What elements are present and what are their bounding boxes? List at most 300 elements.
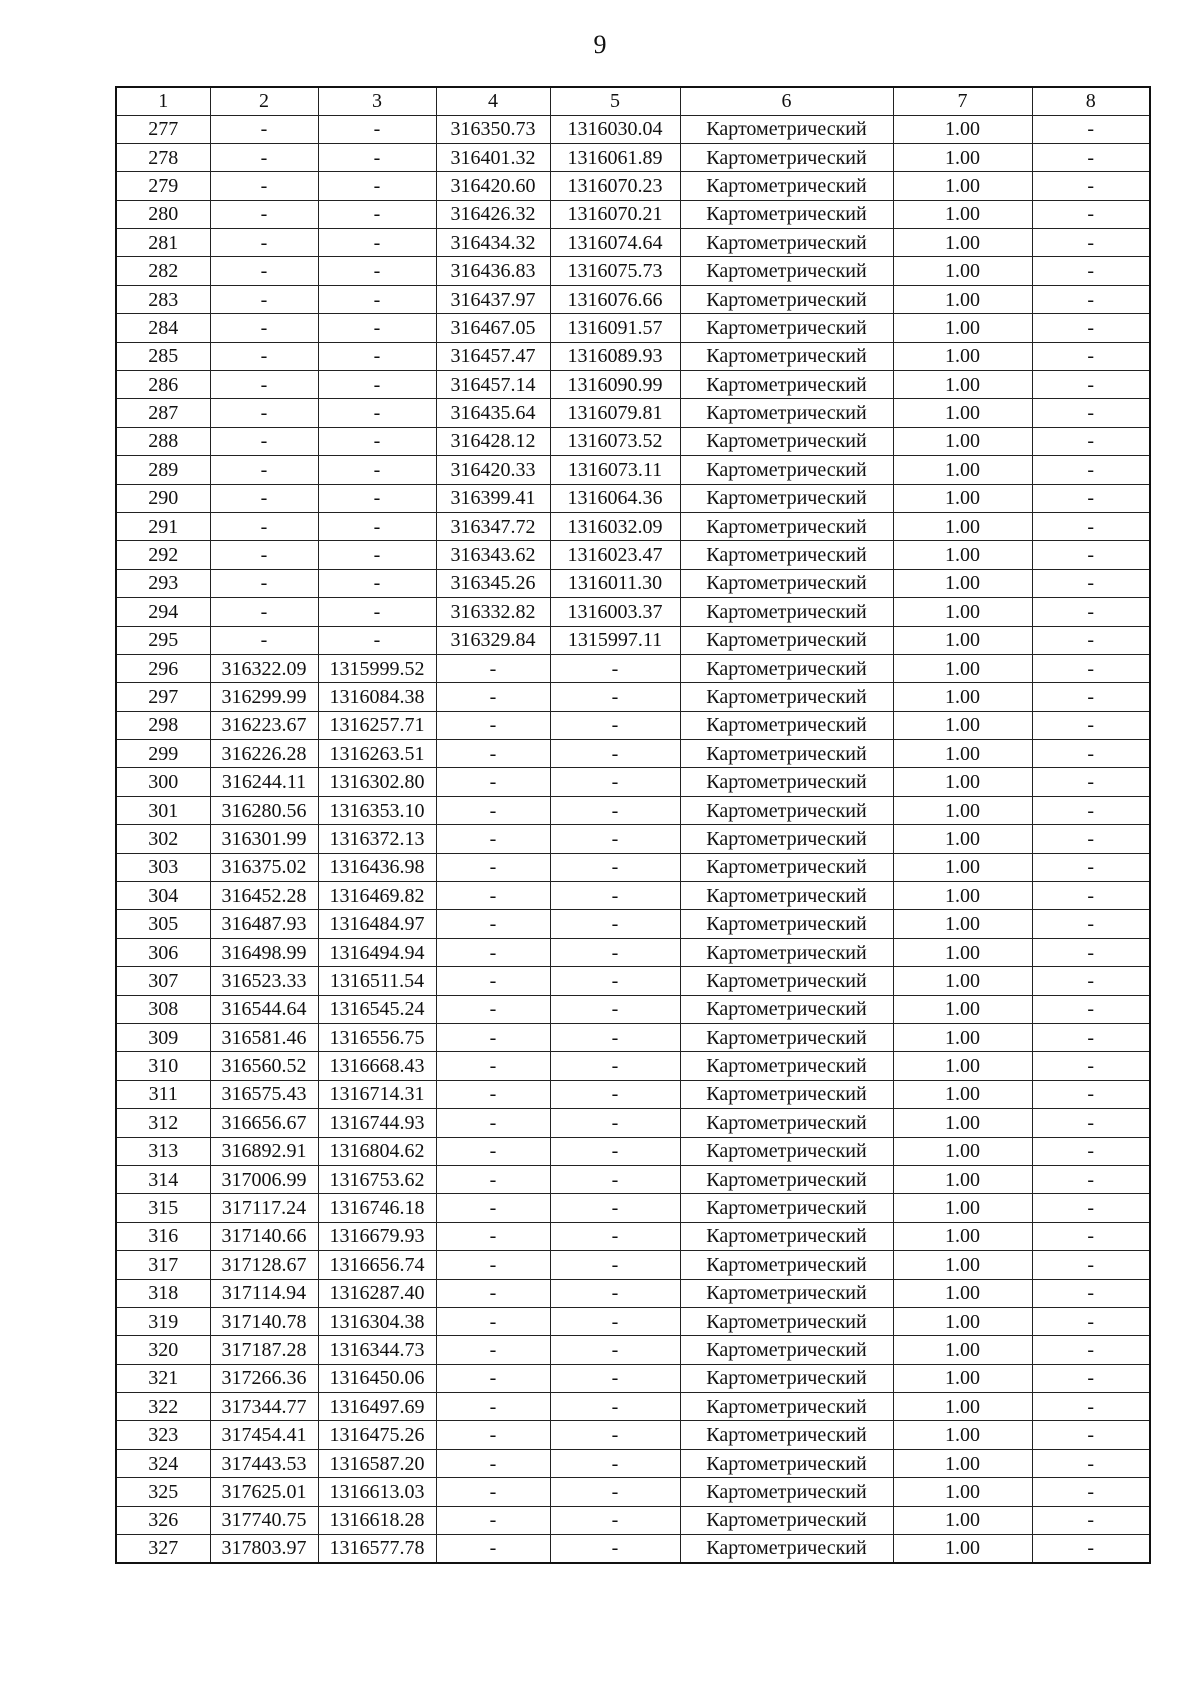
new-y-cell: 1316073.52 xyxy=(550,427,680,455)
description-cell: - xyxy=(1032,541,1150,569)
new-y-cell: 1316089.93 xyxy=(550,342,680,370)
accuracy-cell: 1.00 xyxy=(893,1165,1032,1193)
point-number-cell: 327 xyxy=(116,1535,210,1563)
description-cell: - xyxy=(1032,654,1150,682)
point-number-cell: 278 xyxy=(116,143,210,171)
table-row xyxy=(116,796,1150,824)
existing-y-cell: 1316618.28 xyxy=(318,1506,436,1534)
new-x-cell: - xyxy=(436,1165,550,1193)
description-cell: - xyxy=(1032,1165,1150,1193)
point-number-cell: 298 xyxy=(116,711,210,739)
new-x-cell: - xyxy=(436,825,550,853)
accuracy-cell: 1.00 xyxy=(893,143,1032,171)
description-cell: - xyxy=(1032,1364,1150,1392)
method-cell: Картометрический xyxy=(680,257,893,285)
description-cell: - xyxy=(1032,200,1150,228)
existing-y-cell: - xyxy=(318,626,436,654)
new-y-cell: 1315997.11 xyxy=(550,626,680,654)
accuracy-cell: 1.00 xyxy=(893,1307,1032,1335)
new-x-cell: - xyxy=(436,683,550,711)
table-row xyxy=(116,1222,1150,1250)
description-cell: - xyxy=(1032,598,1150,626)
column-header-1: 1 xyxy=(116,87,210,115)
point-number-cell: 323 xyxy=(116,1421,210,1449)
accuracy-cell: 1.00 xyxy=(893,229,1032,257)
point-number-cell: 314 xyxy=(116,1165,210,1193)
point-number-cell: 300 xyxy=(116,768,210,796)
existing-y-cell: - xyxy=(318,569,436,597)
new-x-cell: 316332.82 xyxy=(436,598,550,626)
new-y-cell: 1316074.64 xyxy=(550,229,680,257)
point-number-cell: 277 xyxy=(116,115,210,143)
point-number-cell: 315 xyxy=(116,1194,210,1222)
accuracy-cell: 1.00 xyxy=(893,1364,1032,1392)
new-x-cell: - xyxy=(436,1307,550,1335)
existing-y-cell: - xyxy=(318,598,436,626)
method-cell: Картометрический xyxy=(680,938,893,966)
accuracy-cell: 1.00 xyxy=(893,342,1032,370)
table-row xyxy=(116,172,1150,200)
point-number-cell: 301 xyxy=(116,796,210,824)
existing-y-cell: 1315999.52 xyxy=(318,654,436,682)
existing-x-cell: - xyxy=(210,427,318,455)
existing-x-cell: - xyxy=(210,456,318,484)
page-number: 9 xyxy=(593,30,607,59)
accuracy-cell: 1.00 xyxy=(893,967,1032,995)
new-y-cell: - xyxy=(550,1222,680,1250)
existing-x-cell: 317454.41 xyxy=(210,1421,318,1449)
existing-x-cell: 317625.01 xyxy=(210,1478,318,1506)
point-number-cell: 282 xyxy=(116,257,210,285)
method-cell: Картометрический xyxy=(680,1024,893,1052)
method-cell: Картометрический xyxy=(680,484,893,512)
description-cell: - xyxy=(1032,371,1150,399)
table-row xyxy=(116,1506,1150,1534)
description-cell: - xyxy=(1032,257,1150,285)
description-cell: - xyxy=(1032,1251,1150,1279)
existing-y-cell: 1316494.94 xyxy=(318,938,436,966)
existing-x-cell: 316523.33 xyxy=(210,967,318,995)
new-x-cell: - xyxy=(436,1535,550,1563)
column-header-3: 3 xyxy=(318,87,436,115)
new-y-cell: - xyxy=(550,1336,680,1364)
existing-x-cell: - xyxy=(210,484,318,512)
description-cell: - xyxy=(1032,1336,1150,1364)
existing-y-cell: 1316804.62 xyxy=(318,1137,436,1165)
new-x-cell: - xyxy=(436,995,550,1023)
existing-y-cell: 1316263.51 xyxy=(318,740,436,768)
existing-y-cell: - xyxy=(318,342,436,370)
existing-y-cell: 1316613.03 xyxy=(318,1478,436,1506)
existing-x-cell: 316487.93 xyxy=(210,910,318,938)
table-row xyxy=(116,541,1150,569)
point-number-cell: 304 xyxy=(116,882,210,910)
table-row xyxy=(116,1336,1150,1364)
coordinates-table xyxy=(115,86,1151,1564)
accuracy-cell: 1.00 xyxy=(893,1080,1032,1108)
description-cell: - xyxy=(1032,399,1150,427)
new-x-cell: - xyxy=(436,882,550,910)
existing-y-cell: - xyxy=(318,143,436,171)
accuracy-cell: 1.00 xyxy=(893,285,1032,313)
accuracy-cell: 1.00 xyxy=(893,1194,1032,1222)
existing-x-cell: 316544.64 xyxy=(210,995,318,1023)
description-cell: - xyxy=(1032,1535,1150,1563)
accuracy-cell: 1.00 xyxy=(893,427,1032,455)
column-header-5: 5 xyxy=(550,87,680,115)
description-cell: - xyxy=(1032,1393,1150,1421)
table-row xyxy=(116,143,1150,171)
existing-y-cell: 1316450.06 xyxy=(318,1364,436,1392)
point-number-cell: 303 xyxy=(116,853,210,881)
new-y-cell: 1316070.21 xyxy=(550,200,680,228)
table-row xyxy=(116,399,1150,427)
accuracy-cell: 1.00 xyxy=(893,569,1032,597)
point-number-cell: 286 xyxy=(116,371,210,399)
accuracy-cell: 1.00 xyxy=(893,910,1032,938)
table-row xyxy=(116,1024,1150,1052)
description-cell: - xyxy=(1032,1449,1150,1477)
existing-y-cell: 1316436.98 xyxy=(318,853,436,881)
method-cell: Картометрический xyxy=(680,598,893,626)
new-y-cell: - xyxy=(550,768,680,796)
method-cell: Картометрический xyxy=(680,910,893,938)
table-row xyxy=(116,456,1150,484)
description-cell: - xyxy=(1032,1421,1150,1449)
accuracy-cell: 1.00 xyxy=(893,399,1032,427)
description-cell: - xyxy=(1032,456,1150,484)
existing-x-cell: - xyxy=(210,399,318,427)
new-x-cell: - xyxy=(436,768,550,796)
point-number-cell: 317 xyxy=(116,1251,210,1279)
new-x-cell: - xyxy=(436,910,550,938)
new-y-cell: - xyxy=(550,740,680,768)
existing-x-cell: 317344.77 xyxy=(210,1393,318,1421)
accuracy-cell: 1.00 xyxy=(893,825,1032,853)
point-number-cell: 294 xyxy=(116,598,210,626)
new-y-cell: 1316070.23 xyxy=(550,172,680,200)
new-x-cell: - xyxy=(436,1080,550,1108)
point-number-cell: 316 xyxy=(116,1222,210,1250)
new-y-cell: 1316032.09 xyxy=(550,512,680,540)
table-row xyxy=(116,1364,1150,1392)
existing-x-cell: 316375.02 xyxy=(210,853,318,881)
table-row xyxy=(116,1449,1150,1477)
new-y-cell: - xyxy=(550,1506,680,1534)
table-row xyxy=(116,1052,1150,1080)
table-row xyxy=(116,995,1150,1023)
new-y-cell: - xyxy=(550,1251,680,1279)
existing-y-cell: 1316679.93 xyxy=(318,1222,436,1250)
description-cell: - xyxy=(1032,1137,1150,1165)
method-cell: Картометрический xyxy=(680,626,893,654)
description-cell: - xyxy=(1032,314,1150,342)
new-y-cell: - xyxy=(550,1052,680,1080)
new-x-cell: - xyxy=(436,1364,550,1392)
table-row xyxy=(116,1535,1150,1563)
table-row xyxy=(116,910,1150,938)
new-x-cell: 316347.72 xyxy=(436,512,550,540)
point-number-cell: 311 xyxy=(116,1080,210,1108)
description-cell: - xyxy=(1032,115,1150,143)
table-row xyxy=(116,626,1150,654)
accuracy-cell: 1.00 xyxy=(893,541,1032,569)
existing-y-cell: - xyxy=(318,427,436,455)
description-cell: - xyxy=(1032,938,1150,966)
new-y-cell: - xyxy=(550,1535,680,1563)
new-x-cell: - xyxy=(436,1478,550,1506)
method-cell: Картометрический xyxy=(680,1222,893,1250)
table-row xyxy=(116,1421,1150,1449)
accuracy-cell: 1.00 xyxy=(893,257,1032,285)
table-row xyxy=(116,711,1150,739)
new-x-cell: - xyxy=(436,1109,550,1137)
method-cell: Картометрический xyxy=(680,200,893,228)
existing-y-cell: 1316714.31 xyxy=(318,1080,436,1108)
method-cell: Картометрический xyxy=(680,654,893,682)
new-y-cell: - xyxy=(550,1393,680,1421)
point-number-cell: 292 xyxy=(116,541,210,569)
existing-x-cell: 317140.66 xyxy=(210,1222,318,1250)
table-row xyxy=(116,229,1150,257)
existing-x-cell: - xyxy=(210,342,318,370)
table-body xyxy=(116,115,1150,1563)
new-y-cell: 1316075.73 xyxy=(550,257,680,285)
existing-y-cell: - xyxy=(318,257,436,285)
existing-y-cell: - xyxy=(318,314,436,342)
existing-y-cell: 1316304.38 xyxy=(318,1307,436,1335)
point-number-cell: 324 xyxy=(116,1449,210,1477)
point-number-cell: 299 xyxy=(116,740,210,768)
point-number-cell: 293 xyxy=(116,569,210,597)
point-number-cell: 319 xyxy=(116,1307,210,1335)
point-number-cell: 296 xyxy=(116,654,210,682)
accuracy-cell: 1.00 xyxy=(893,371,1032,399)
method-cell: Картометрический xyxy=(680,882,893,910)
description-cell: - xyxy=(1032,569,1150,597)
existing-y-cell: - xyxy=(318,541,436,569)
existing-y-cell: 1316497.69 xyxy=(318,1393,436,1421)
new-y-cell: - xyxy=(550,1478,680,1506)
accuracy-cell: 1.00 xyxy=(893,626,1032,654)
table-row xyxy=(116,1194,1150,1222)
table-row xyxy=(116,654,1150,682)
new-y-cell: 1316064.36 xyxy=(550,484,680,512)
accuracy-cell: 1.00 xyxy=(893,654,1032,682)
table-row xyxy=(116,882,1150,910)
description-cell: - xyxy=(1032,825,1150,853)
new-y-cell: 1316090.99 xyxy=(550,371,680,399)
description-cell: - xyxy=(1032,1024,1150,1052)
existing-x-cell: 316299.99 xyxy=(210,683,318,711)
new-x-cell: - xyxy=(436,1024,550,1052)
existing-x-cell: 317006.99 xyxy=(210,1165,318,1193)
new-y-cell: 1316061.89 xyxy=(550,143,680,171)
point-number-cell: 313 xyxy=(116,1137,210,1165)
accuracy-cell: 1.00 xyxy=(893,1421,1032,1449)
new-x-cell: - xyxy=(436,711,550,739)
accuracy-cell: 1.00 xyxy=(893,711,1032,739)
table-row xyxy=(116,1165,1150,1193)
description-cell: - xyxy=(1032,229,1150,257)
accuracy-cell: 1.00 xyxy=(893,1251,1032,1279)
description-cell: - xyxy=(1032,285,1150,313)
existing-y-cell: 1316302.80 xyxy=(318,768,436,796)
accuracy-cell: 1.00 xyxy=(893,1478,1032,1506)
method-cell: Картометрический xyxy=(680,285,893,313)
new-y-cell: - xyxy=(550,1165,680,1193)
new-x-cell: - xyxy=(436,1421,550,1449)
description-cell: - xyxy=(1032,967,1150,995)
existing-y-cell: - xyxy=(318,200,436,228)
existing-y-cell: 1316545.24 xyxy=(318,995,436,1023)
point-number-cell: 291 xyxy=(116,512,210,540)
existing-y-cell: 1316746.18 xyxy=(318,1194,436,1222)
method-cell: Картометрический xyxy=(680,853,893,881)
table-row xyxy=(116,1080,1150,1108)
existing-x-cell: 316280.56 xyxy=(210,796,318,824)
table-row xyxy=(116,1137,1150,1165)
method-cell: Картометрический xyxy=(680,1052,893,1080)
description-cell: - xyxy=(1032,1279,1150,1307)
existing-y-cell: 1316587.20 xyxy=(318,1449,436,1477)
existing-y-cell: 1316353.10 xyxy=(318,796,436,824)
point-number-cell: 287 xyxy=(116,399,210,427)
method-cell: Картометрический xyxy=(680,143,893,171)
accuracy-cell: 1.00 xyxy=(893,683,1032,711)
method-cell: Картометрический xyxy=(680,172,893,200)
accuracy-cell: 1.00 xyxy=(893,995,1032,1023)
existing-y-cell: 1316511.54 xyxy=(318,967,436,995)
description-cell: - xyxy=(1032,1109,1150,1137)
new-x-cell: - xyxy=(436,1194,550,1222)
point-number-cell: 318 xyxy=(116,1279,210,1307)
method-cell: Картометрический xyxy=(680,1165,893,1193)
point-number-cell: 322 xyxy=(116,1393,210,1421)
point-number-cell: 297 xyxy=(116,683,210,711)
existing-x-cell: 317187.28 xyxy=(210,1336,318,1364)
point-number-cell: 320 xyxy=(116,1336,210,1364)
accuracy-cell: 1.00 xyxy=(893,1137,1032,1165)
accuracy-cell: 1.00 xyxy=(893,1393,1032,1421)
new-x-cell: - xyxy=(436,1449,550,1477)
existing-y-cell: - xyxy=(318,229,436,257)
existing-y-cell: - xyxy=(318,456,436,484)
existing-x-cell: 316581.46 xyxy=(210,1024,318,1052)
table-row xyxy=(116,683,1150,711)
existing-y-cell: - xyxy=(318,484,436,512)
table-row xyxy=(116,598,1150,626)
point-number-cell: 290 xyxy=(116,484,210,512)
point-number-cell: 309 xyxy=(116,1024,210,1052)
table-row xyxy=(116,200,1150,228)
existing-y-cell: 1316344.73 xyxy=(318,1336,436,1364)
new-x-cell: 316435.64 xyxy=(436,399,550,427)
description-cell: - xyxy=(1032,1478,1150,1506)
accuracy-cell: 1.00 xyxy=(893,768,1032,796)
new-y-cell: - xyxy=(550,967,680,995)
new-x-cell: - xyxy=(436,654,550,682)
column-header-7: 7 xyxy=(893,87,1032,115)
description-cell: - xyxy=(1032,995,1150,1023)
existing-y-cell: 1316287.40 xyxy=(318,1279,436,1307)
new-y-cell: - xyxy=(550,796,680,824)
new-y-cell: - xyxy=(550,1137,680,1165)
existing-x-cell: - xyxy=(210,143,318,171)
accuracy-cell: 1.00 xyxy=(893,1052,1032,1080)
new-x-cell: 316428.12 xyxy=(436,427,550,455)
existing-y-cell: 1316084.38 xyxy=(318,683,436,711)
new-x-cell: 316420.60 xyxy=(436,172,550,200)
accuracy-cell: 1.00 xyxy=(893,172,1032,200)
point-number-cell: 326 xyxy=(116,1506,210,1534)
description-cell: - xyxy=(1032,711,1150,739)
existing-x-cell: - xyxy=(210,172,318,200)
existing-x-cell: - xyxy=(210,200,318,228)
method-cell: Картометрический xyxy=(680,995,893,1023)
existing-y-cell: 1316577.78 xyxy=(318,1535,436,1563)
accuracy-cell: 1.00 xyxy=(893,740,1032,768)
new-x-cell: 316467.05 xyxy=(436,314,550,342)
existing-x-cell: 316301.99 xyxy=(210,825,318,853)
new-x-cell: - xyxy=(436,1279,550,1307)
new-x-cell: - xyxy=(436,967,550,995)
description-cell: - xyxy=(1032,1080,1150,1108)
coordinates-table-container xyxy=(115,86,1149,1564)
new-y-cell: 1316023.47 xyxy=(550,541,680,569)
existing-x-cell: - xyxy=(210,115,318,143)
method-cell: Картометрический xyxy=(680,1279,893,1307)
accuracy-cell: 1.00 xyxy=(893,1449,1032,1477)
new-y-cell: 1316073.11 xyxy=(550,456,680,484)
new-y-cell: - xyxy=(550,1109,680,1137)
new-x-cell: - xyxy=(436,1137,550,1165)
table-row xyxy=(116,427,1150,455)
new-x-cell: 316437.97 xyxy=(436,285,550,313)
new-x-cell: 316434.32 xyxy=(436,229,550,257)
description-cell: - xyxy=(1032,1307,1150,1335)
method-cell: Картометрический xyxy=(680,371,893,399)
table-row xyxy=(116,1279,1150,1307)
accuracy-cell: 1.00 xyxy=(893,512,1032,540)
new-y-cell: - xyxy=(550,1279,680,1307)
point-number-cell: 281 xyxy=(116,229,210,257)
existing-x-cell: 316322.09 xyxy=(210,654,318,682)
point-number-cell: 279 xyxy=(116,172,210,200)
existing-x-cell: 317266.36 xyxy=(210,1364,318,1392)
existing-x-cell: - xyxy=(210,569,318,597)
accuracy-cell: 1.00 xyxy=(893,1024,1032,1052)
method-cell: Картометрический xyxy=(680,1393,893,1421)
table-row xyxy=(116,371,1150,399)
existing-y-cell: 1316469.82 xyxy=(318,882,436,910)
new-x-cell: 316420.33 xyxy=(436,456,550,484)
column-header-4: 4 xyxy=(436,87,550,115)
existing-x-cell: 316892.91 xyxy=(210,1137,318,1165)
new-y-cell: - xyxy=(550,1364,680,1392)
column-header-2: 2 xyxy=(210,87,318,115)
method-cell: Картометрический xyxy=(680,825,893,853)
description-cell: - xyxy=(1032,910,1150,938)
header-row xyxy=(116,87,1150,115)
existing-x-cell: - xyxy=(210,371,318,399)
accuracy-cell: 1.00 xyxy=(893,853,1032,881)
new-x-cell: 316345.26 xyxy=(436,569,550,597)
method-cell: Картометрический xyxy=(680,427,893,455)
existing-x-cell: - xyxy=(210,257,318,285)
point-number-cell: 325 xyxy=(116,1478,210,1506)
existing-x-cell: 316452.28 xyxy=(210,882,318,910)
